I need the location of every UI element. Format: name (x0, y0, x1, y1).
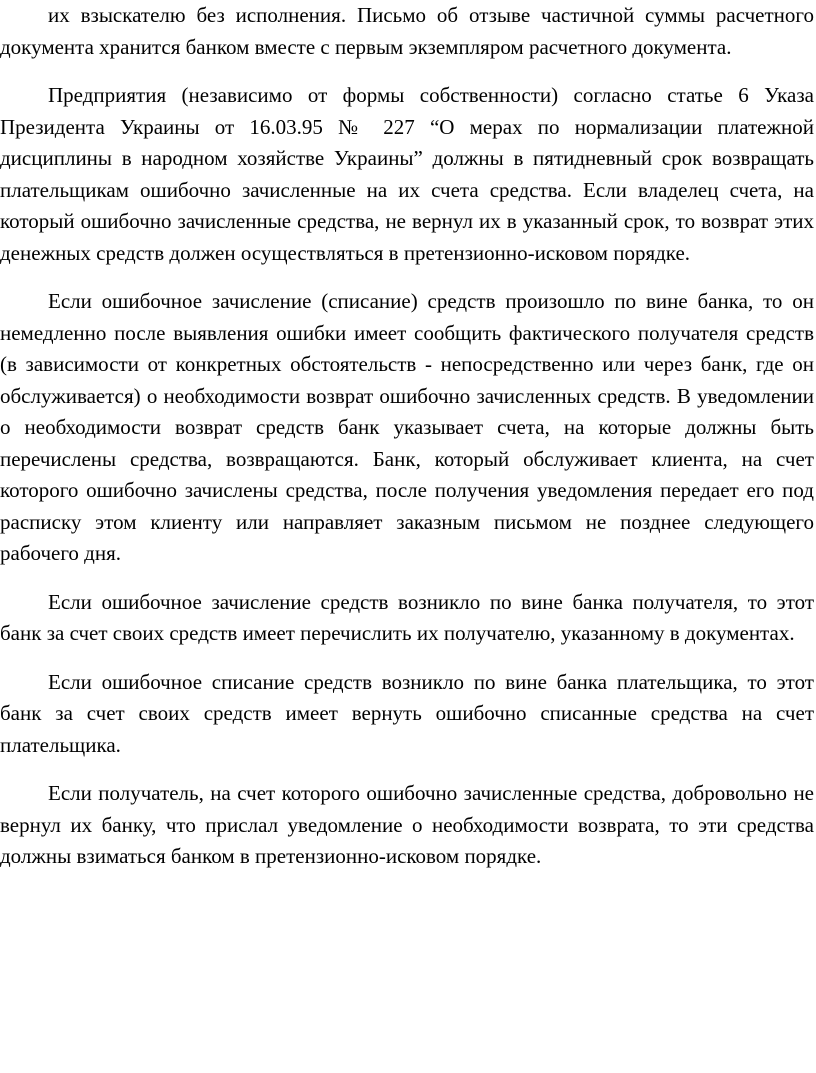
paragraph-5: Если ошибочное списание средств возникло по вине банка плательщика, то этот банк за счет своих средств имеет вернуть ошибочно списанные средства на счет плательщика. (0, 669, 814, 757)
paragraph-6: Если получатель, на счет которого ошибочно зачисленные средства, добровольно не вернул их банку, что прислал уведомление о необходимости возврата, то эти средства должны взиматься банком в претензионно-исковом порядке. (0, 781, 814, 868)
paragraph-1: их взыскателю без исполнения. Письмо об отзыве частичной суммы расчетного документа хранится банком вместе с первым экземпляром расчетного документа. (0, 3, 814, 59)
paragraph-3: Если ошибочное зачисление (списание) средств произошло по вине банка, то он немедленно после выявления ошибки имеет сообщить фактического получателя средств (в зависимости от конкретных обстоятельств - непосредственно или через банк, где он обслуживается) о необходимости возврат ошибочно зачисленных средств. В уведомлении о необходимости возврат средств банк указывает счета, на которые должны быть перечислены средства, возвращаются. Банк, который обслуживает клиента, на счет которого ошибочно зачислены средства, после получения уведомления передает его под расписку этом клиенту или направляет заказным письмом не позднее следующего рабочего дня. (0, 289, 814, 565)
paragraph-2: Предприятия (независимо от формы собственности) согласно статье 6 Указа Президента Украины от 16.03.95 № 227 “О мерах по нормализации платежной дисциплины в народном хозяйстве Украины” должны в пятидневный срок возвращать плательщикам ошибочно зачисленные на их счета средства. Если владелец счета, на который ошибочно зачисленные средства, не вернул их в указанный срок, то возврат этих денежных средств должен осуществляться в претензионно-исковом порядке. (0, 83, 814, 265)
paragraph-4: Если ошибочное зачисление средств возникло по вине банка получателя, то этот банк за счет своих средств имеет перечислить их получателю, указанному в документах. (0, 589, 814, 645)
